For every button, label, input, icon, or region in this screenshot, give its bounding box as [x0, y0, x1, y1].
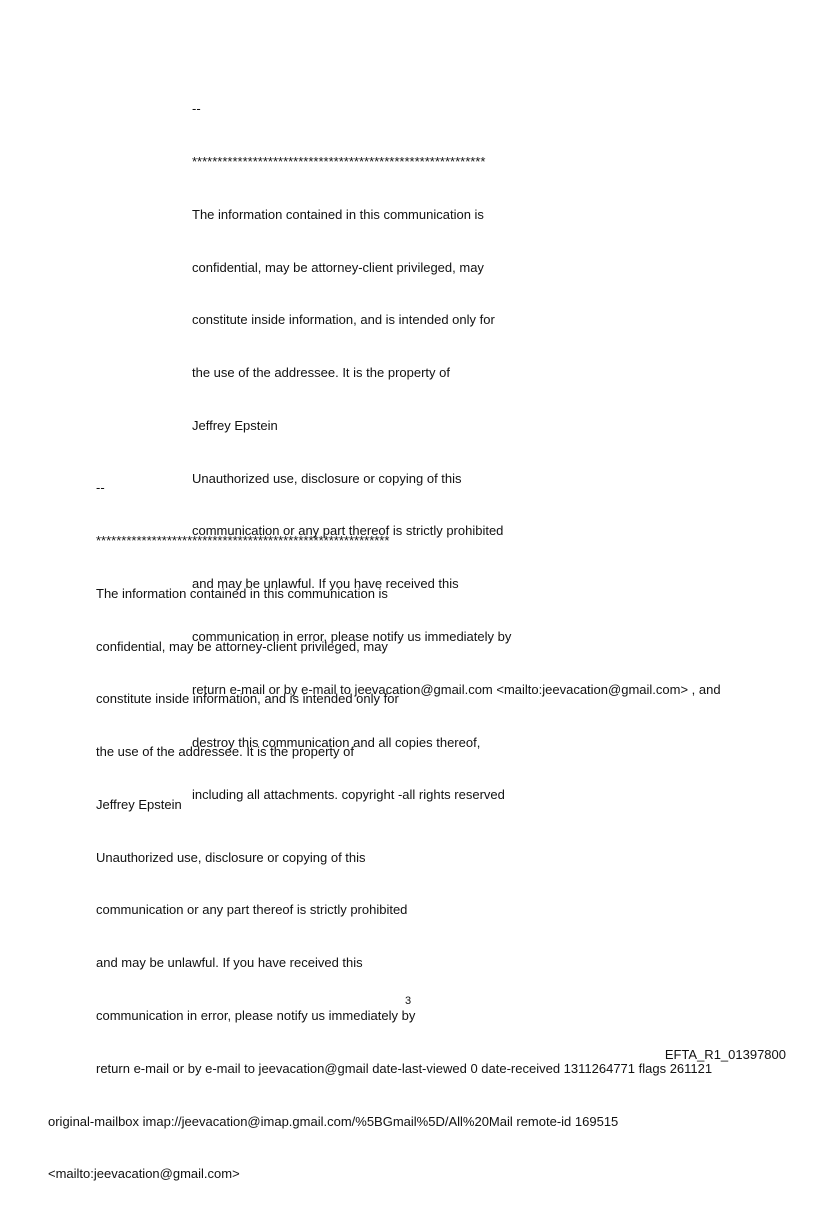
notice-line: confidential, may be attorney-client privileged, may — [192, 259, 484, 275]
notice-line: return e-mail or by e-mail to jeevacation@gmail date-last-viewed 0 date-received 1311264771 flags 261121 — [96, 1060, 713, 1076]
mailto-link: <mailto:jeevacation@gmail.com> — [48, 1166, 240, 1182]
notice-line: confidential, may be attorney-client privileged, may — [96, 638, 388, 654]
notice-line: the use of the addressee. It is the property of — [96, 744, 354, 760]
separator-dashes: -- — [192, 101, 201, 117]
separator-asterisks: ********************************************************** — [192, 153, 486, 169]
separator-asterisks: ********************************************************** — [96, 532, 390, 548]
document-id: EFTA_R1_01397800 — [664, 1047, 786, 1062]
notice-line: The information contained in this communication is — [192, 206, 484, 222]
confidentiality-notice-2 — [48, 444, 713, 1218]
mailbox-metadata-line: original-mailbox imap://jeevacation@imap.gmail.com/%5BGmail%5D/All%20Mail remote-id 169515 — [48, 1113, 619, 1129]
notice-line: and may be unlawful. If you have received this — [192, 576, 459, 592]
page-number: 3 — [404, 995, 412, 1007]
notice-line: and may be unlawful. If you have received this — [96, 955, 363, 971]
notice-line: constitute inside information, and is intended only for — [96, 691, 399, 707]
notice-line: communication in error, please notify us immediately by — [192, 629, 512, 644]
notice-line: communication or any part thereof is strictly prohibited — [96, 902, 408, 918]
notice-line: Unauthorized use, disclosure or copying of this — [192, 470, 462, 486]
notice-line: destroy this communication and all copies thereof, — [192, 734, 481, 750]
notice-line: Unauthorized use, disclosure or copying of this — [96, 849, 366, 865]
notice-line: constitute inside information, and is intended only for — [192, 312, 495, 328]
notice-line: The information contained in this communication is — [96, 585, 388, 601]
notice-line: Jeffrey Epstein — [96, 796, 182, 812]
notice-line: the use of the addressee. It is the property of — [192, 365, 450, 381]
notice-line: communication in error, please notify us immediately by — [96, 1008, 416, 1023]
notice-line: including all attachments. copyright -all rights reserved — [192, 787, 505, 803]
notice-line: Jeffrey Epstein — [192, 417, 278, 433]
notice-line: communication or any part thereof is strictly prohibited — [192, 523, 504, 539]
notice-line: return e-mail or by e-mail to jeevacation@gmail.com <mailto:jeevacation@gmail.com> , and — [192, 681, 721, 697]
separator-dashes: -- — [96, 480, 105, 496]
